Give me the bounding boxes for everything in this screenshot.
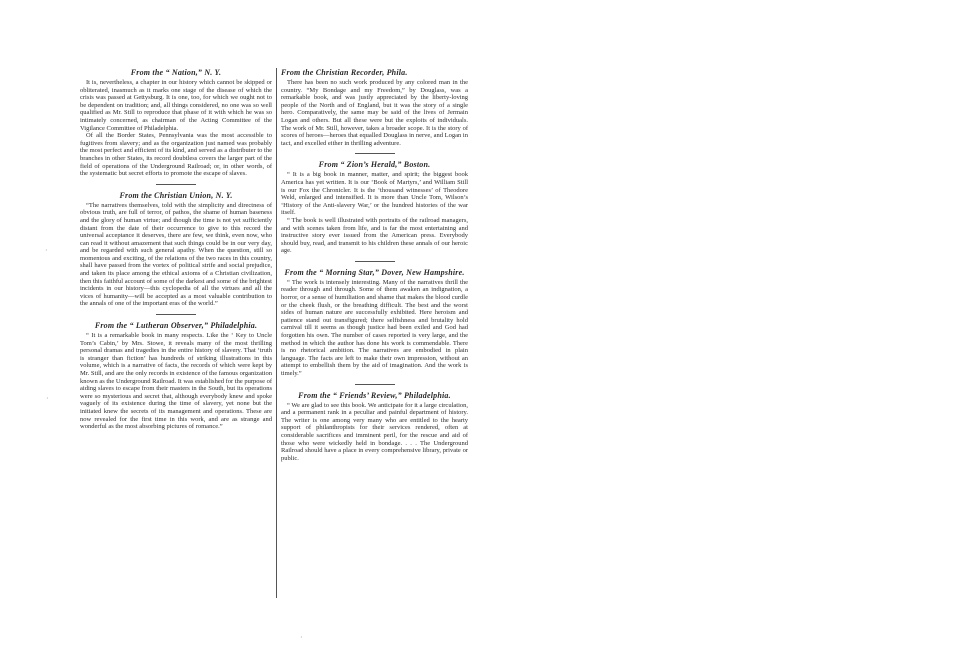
- review-paragraph: There has been no such work produced by any colored man in the country. “My Bondage and my Freedom,” by Douglass, was a remarkable book, and was justly appreciated by the liberty-loving people of the North and of England, but it was the story of a single hero. Comparatively, the same may be said of the lives of Jermain Logan and others. But all these were but the exploits of individuals. The work of Mr. Still, however, takes a broader scope. It is the story of scores of heroes—heroes that equalled Douglass in nerve, and Logan in tact, and excelled either in thrilling adventure.: [281, 79, 468, 147]
- right-column: [281, 68, 468, 468]
- review-christian-union: [80, 191, 272, 308]
- review-paragraph: “ It is a remarkable book in many respects. Like the ‘ Key to Uncle Tom’s Cabin,’ by Mrs. Stowe, it reveals many of the most thrilling personal dramas and tragedies in the entire history of slavery. That ‘truth is stranger than fiction’ has hundreds of striking illustrations in this volume, which is a narrative of facts, the records of which were kept by Mr. Still, and are the only records in existence of the famous organization known as the Underground Railroad. It was established for the purpose of aiding slaves to escape from their masters in the South, but its operations were so mysterious and secret that, although everybody knew and spoke vaguely of its existence during the time of slavery, yet none but the initiated knew the secrets of its management and operations. These are now revealed for the first time in this work, and are as strange and wonderful as the most absorbing pictures of romance.”: [80, 332, 272, 431]
- review-heading: From the “ Nation,” N. Y.: [130, 68, 222, 77]
- review-paragraph: Of all the Border States, Pennsylvania was the most accessible to fugitives from slavery; and as the organization just named was probably the most perfect and efficient of its kind, and served as a distributer to the branches in other States, its record doubtless covers the larger part of the field of operations of the Underground Railroad; or, in other words, of the systematic but secret efforts to promote the escape of slaves.: [80, 132, 272, 178]
- review-paragraph: “The narratives themselves, told with the simplicity and directness of obvious truth, are full of terror, of pathos, the shame of human baseness and the glory of human virtue; and though the time is not yet sufficiently distant from the date of their occurrence to give to this record the universal acceptance it deserves, there are few, we think, even now, who can read it without amazement that such things could be in our very day, and be regarded with such general apathy. When the question, still so momentous and exciting, of the relations of the two races in this country, shall have passed from the vortex of political strife and social prejudice, and taken its place among the ethical axioms of a Christian civilization, then this faithful account of some of the darkest and some of the brightest incidents in our history—this cyclopedia of all the virtues and all the vices of humanity—will be accepted as a most valuable contribution to the annals of one of the important eras of the world.”: [80, 201, 272, 308]
- review-zions-herald: [281, 160, 468, 255]
- review-lutheran-observer: [80, 321, 272, 431]
- section-rule: [355, 261, 395, 262]
- review-heading: From the “ Lutheran Observer,” Philadelphia.: [94, 321, 258, 331]
- review-paragraph: It is, nevertheless, a chapter in our history which cannot be skipped or obliterated, inasmuch as it marks one stage of the disease of which the crisis was passed at Gettysburg. It is one, too, for which we ought not to be dependent on tradition; and, all things considered, no one was so well qualified as Mr. Still to reproduce that phase of it with which he was so intimately concerned, as chairman of the Acting Committee of the Vigilance Committee of Philadelphia.: [80, 79, 272, 132]
- review-nation: [80, 68, 272, 178]
- section-rule: [156, 314, 196, 315]
- review-christian-recorder: [281, 68, 468, 147]
- review-friends-review: [281, 391, 468, 463]
- review-paragraph: “ We are glad to see this book. We anticipate for it a large circulation, and a permanent rank in a peculiar and painful department of history. The writer is one among very many who are entitled to the hearty support of philanthropists for their services rendered, often at considerable sacrifices and imminent peril, for the rescue and aid of those who were wickedly held in bondage. . . . The Underground Railroad should have a place in every comprehensive library, private or public.: [281, 401, 468, 462]
- margin-speck: ·: [46, 394, 49, 403]
- section-rule: [156, 184, 196, 185]
- margin-speck: ·: [300, 633, 303, 642]
- review-heading: From the Christian Union, N. Y.: [119, 190, 233, 200]
- review-heading: From the “ Morning Star,” Dover, New Hampshire.: [284, 267, 465, 277]
- review-paragraph: “ The book is well illustrated with portraits of the railroad managers, and with scenes taken from life, and is far the most entertaining and instructive story ever issued from the American press. Everybody should buy, read, and transmit to his children these annals of our heroic age.: [281, 216, 468, 255]
- margin-speck: ·: [45, 246, 48, 255]
- column-divider: [276, 68, 277, 598]
- section-rule: [355, 384, 395, 385]
- review-morning-star: [281, 268, 468, 378]
- left-column: [80, 68, 272, 437]
- review-paragraph: “ The work is intensely interesting. Many of the narratives thrill the reader through and through. Some of them awaken an indignation, a horror, or a sense of humiliation and shame that makes the blood curdle or the cheek flush, or the breathing difficult. The best and the worst sides of human nature are successfully exhibited. Here heroism and patience stand out transfigured; there selfishness and brutality hold carnival till it seems as though justice had been exiled and God had forgotten his own. The number of cases reported is very large, and the method in which the author has done his work is commendable. There is no rhetorical ambition. The narratives are embodied in plain language. The facts are left to make their own impression, without an attempt to embellish them by the aid of imagination. And the work is timely.”: [281, 278, 468, 377]
- review-heading: From “ Zion’s Herald,” Boston.: [318, 160, 431, 170]
- review-heading: From the “ Friends’ Review,” Philadelphia.: [298, 390, 451, 400]
- review-heading: From the Christian Recorder, Phila.: [281, 68, 408, 77]
- review-paragraph: “ It is a big book in manner, matter, and spirit; the biggest book America has yet written. It is our ‘Book of Martyrs,’ and William Still is our Fox the Chronicler. It is the ‘thousand witnesses’ of Theodore Weld, enlarged and intensified. It is more than Uncle Tom, Wilson’s ‘History of the Anti-slavery War,’ or the hundred histories of the war itself.: [281, 171, 468, 217]
- section-rule: [355, 153, 395, 154]
